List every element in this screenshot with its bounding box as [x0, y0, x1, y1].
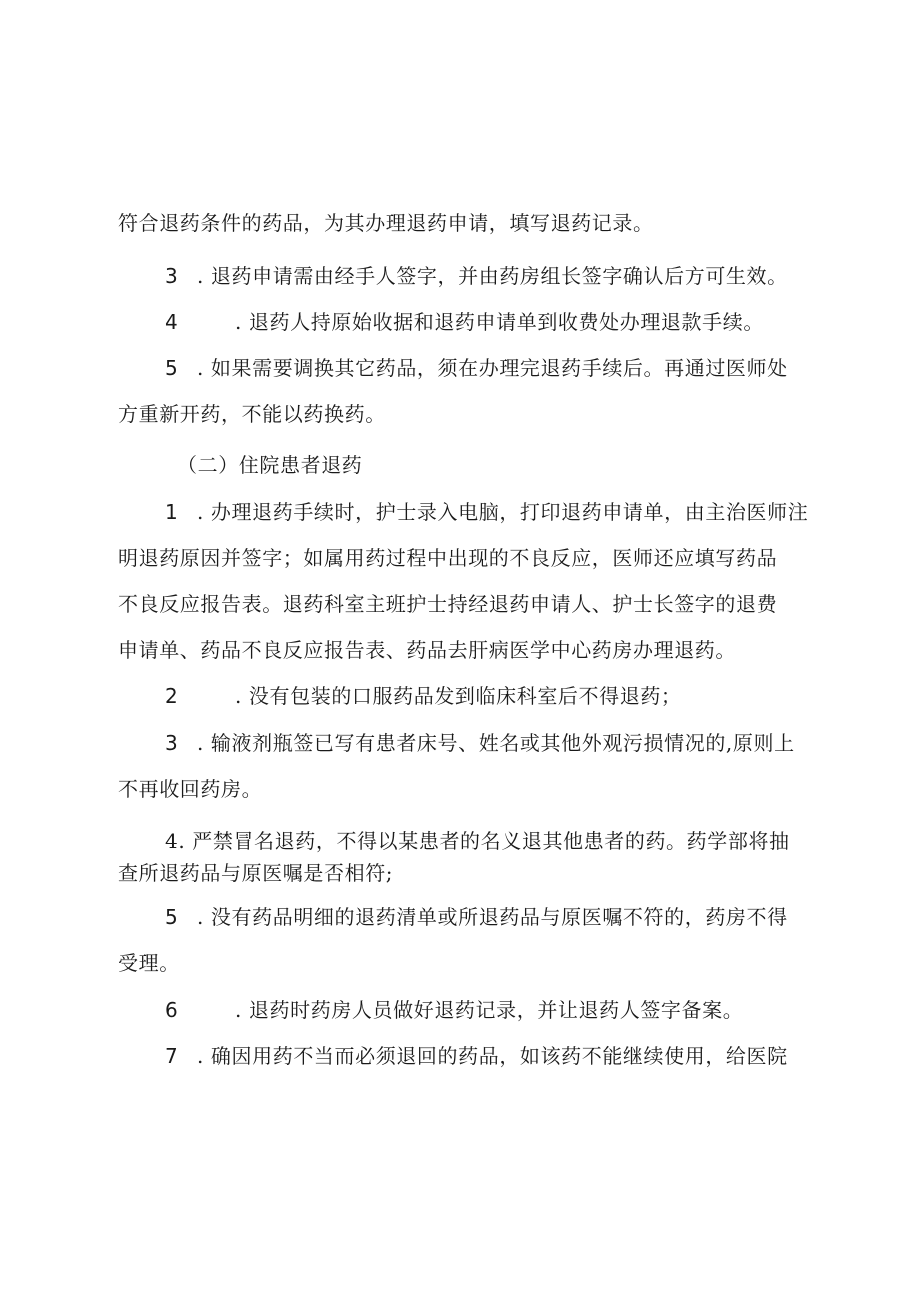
line-text: 明退药原因并签字；如属用药过程中出现的不良反应，医师还应填写药品 — [118, 546, 778, 570]
line-text: 不良反应报告表。退药科室主班护士持经退药申请人、护士长签字的退费 — [118, 592, 778, 616]
line-text: 4. 严禁冒名退药，不得以某患者的名义退其他患者的药。药学部将抽 — [165, 829, 790, 853]
line-text: 方重新开药，不能以药换药。 — [118, 402, 386, 426]
text-line — [118, 860, 393, 886]
line-text: . 退药人持原始收据和退药申请单到收费处办理退款手续。 — [235, 310, 764, 334]
text-line — [118, 776, 262, 802]
line-text: . 办理退药手续时，护士录入电脑，打印退药申请单，由主治医师注 — [197, 500, 809, 524]
item-number: 5 — [165, 905, 179, 929]
text-line — [118, 210, 654, 236]
item-number: 3 — [165, 264, 179, 288]
list-item — [165, 1043, 788, 1069]
line-text: . 退药申请需由经手人签字，并由药房组长签字确认后方可生效。 — [197, 264, 788, 288]
line-text: 申请单、药品不良反应报告表、药品去肝病医学中心药房办理退药。 — [118, 638, 736, 662]
line-text: . 没有包装的口服药品发到临床科室后不得退药； — [235, 684, 682, 708]
list-item — [165, 355, 788, 381]
item-number: 1 — [165, 500, 179, 524]
list-item — [165, 309, 764, 335]
line-text: . 确因用药不当而必须退回的药品，如该药不能继续使用，给医院 — [197, 1044, 788, 1068]
text-line — [118, 637, 736, 663]
line-text: . 输液剂瓶签已写有患者床号、姓名或其他外观污损情况的,原则上 — [197, 731, 795, 755]
line-text: . 没有药品明细的退药清单或所退药品与原医嘱不符的，药房不得 — [197, 905, 788, 929]
text-line — [118, 950, 180, 976]
line-text: 不再收回药房。 — [118, 777, 263, 801]
line-text: 符合退药条件的药品，为其办理退药申请，填写退药记录。 — [118, 211, 654, 235]
line-text: 查所退药品与原医嘱是否相符; — [118, 861, 394, 885]
item-number: 4 — [165, 310, 179, 334]
text-line — [118, 591, 777, 617]
line-text: （二）住院患者退药 — [177, 453, 363, 477]
list-item — [165, 997, 743, 1023]
list-item — [165, 499, 808, 525]
item-number: 2 — [165, 684, 179, 708]
line-text: 受理。 — [118, 951, 180, 975]
line-text: . 退药时药房人员做好退药记录，并让退药人签字备案。 — [235, 998, 744, 1022]
section-heading — [177, 452, 362, 478]
text-line — [118, 545, 777, 571]
item-number: 6 — [165, 998, 179, 1022]
list-item — [165, 904, 788, 930]
line-text: . 如果需要调换其它药品，须在办理完退药手续后。再通过医师处 — [197, 356, 788, 380]
text-line — [118, 401, 386, 427]
list-item — [165, 683, 682, 709]
item-number: 5 — [165, 356, 179, 380]
item-number: 7 — [165, 1044, 179, 1068]
item-number: 3 — [165, 731, 179, 755]
list-item — [165, 730, 795, 756]
list-item — [165, 263, 788, 289]
list-item — [165, 828, 790, 854]
